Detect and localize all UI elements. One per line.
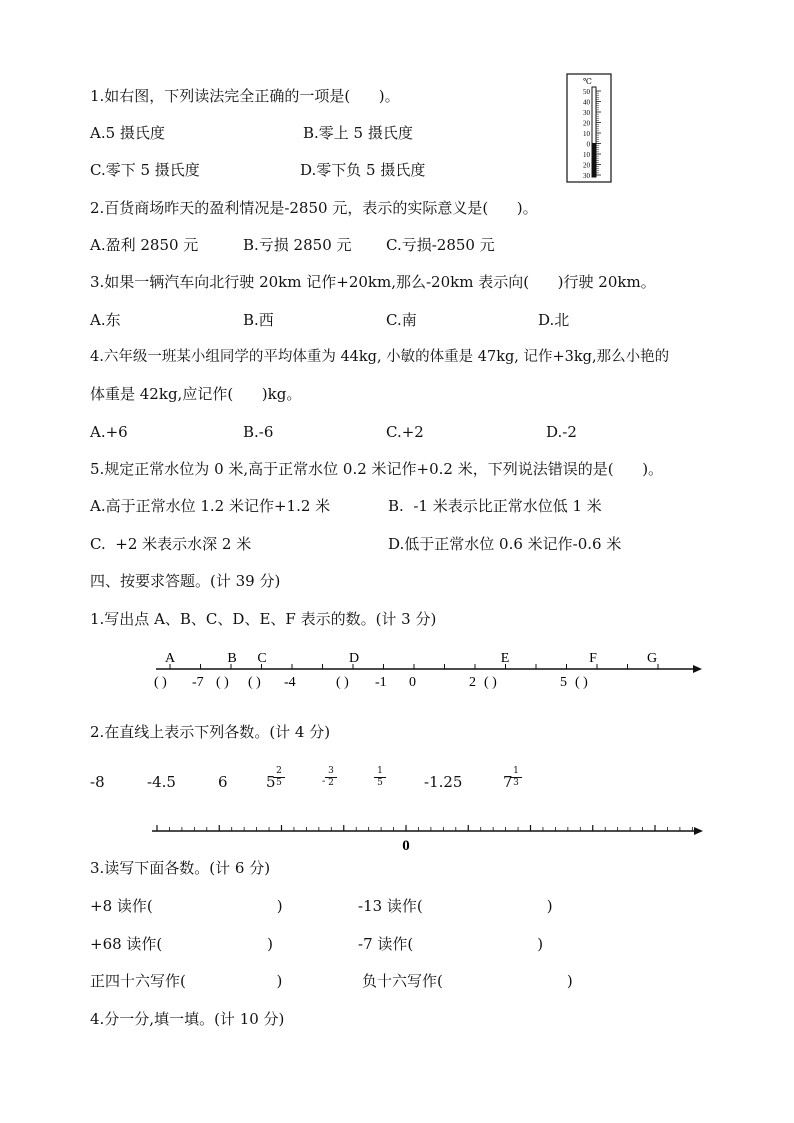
q1-stem: 1.如右图，下列读法完全正确的一项是( )。 <box>90 87 400 105</box>
number-line-1-label: 5 <box>560 675 567 690</box>
q4-option-c[interactable]: C.+2 <box>386 423 424 441</box>
thermometer-tick-label: 40 <box>583 98 590 107</box>
section-4-title: 四、按要求答题。(计 39 分) <box>90 572 281 590</box>
number-line-1-label: ( ) <box>575 675 588 690</box>
q4-stem: 4.六年级一班某小组同学的平均体重为 44kg, 小敏的体重是 47kg, 记作+3kg,那么小艳的 <box>90 349 670 365</box>
num-neg-8: -8 <box>90 773 105 791</box>
q3-option-c[interactable]: C.南 <box>386 311 417 329</box>
write-row-3-left[interactable]: 正四十六写作( ) <box>90 972 283 990</box>
point-label-f: F <box>589 651 597 666</box>
q4-option-b[interactable]: B.-6 <box>243 423 274 441</box>
number-line-1-label: ( ) <box>484 675 497 690</box>
q4-2-stem: 2.在直线上表示下列各数。(计 4 分) <box>90 723 331 741</box>
number-line-1-label: ( ) <box>154 675 167 690</box>
minus-sign: - <box>322 776 326 787</box>
num-neg-1-25: -1.25 <box>424 773 463 791</box>
q3-stem: 3.如果一辆汽车向北行驶 20km 记作+20km,那么-20km 表示向( )行驶 20km。 <box>90 273 656 291</box>
point-label-b: B <box>227 651 237 666</box>
mixed-whole-7: 7 <box>503 773 513 791</box>
read-row-2-left[interactable]: +68 读作( ) <box>90 935 274 953</box>
number-line-1-label: ( ) <box>336 675 349 690</box>
thermometer-tick-label: 10 <box>583 130 590 138</box>
number-line-1-label: -4 <box>284 675 296 690</box>
thermometer-tick-label: 20 <box>583 161 590 170</box>
write-row-3-right[interactable]: 负十六写作( ) <box>362 972 573 990</box>
point-label-g: G <box>646 651 658 666</box>
thermometer-tick-label: 30 <box>583 172 590 180</box>
q4-option-d[interactable]: D.-2 <box>546 423 577 441</box>
q1-option-d[interactable]: D.零下负 5 摄氏度 <box>300 161 426 179</box>
q3-option-b[interactable]: B.西 <box>243 311 274 329</box>
number-line-1-label: 2 <box>469 675 476 690</box>
num-neg-4-5: -4.5 <box>147 773 176 791</box>
fraction-1-5: 1 5 <box>374 767 386 788</box>
number-line-1-label: 0 <box>409 675 416 690</box>
thermometer-tick-label: 20 <box>583 119 590 128</box>
q4-stem-continued: 体重是 42kg,应记作( )kg。 <box>90 385 302 403</box>
q2-option-c[interactable]: C.亏损-2850 元 <box>386 236 495 254</box>
q2-stem: 2.百货商场昨天的盈利情况是-2850 元，表示的实际意义是( )。 <box>90 199 538 217</box>
thermometer-tick-label: 0 <box>586 140 590 149</box>
q5-option-c[interactable]: C. +2 米表示水深 2 米 <box>90 535 252 553</box>
number-line-2 <box>148 818 708 858</box>
number-line-1-label: ( ) <box>216 675 229 690</box>
mixed-whole-5: 5 <box>266 773 276 791</box>
q2-option-b[interactable]: B.亏损 2850 元 <box>243 236 352 254</box>
fraction-neg-3-2: 3 2 <box>325 767 337 788</box>
number-line-1-label: -1 <box>375 675 387 690</box>
q1-option-a[interactable]: A.5 摄氏度 <box>90 124 165 142</box>
point-label-c: C <box>257 651 267 666</box>
point-label-e: E <box>500 651 510 666</box>
q5-option-b[interactable]: B. -1 米表示比正常水位低 1 米 <box>388 497 602 515</box>
thermometer-tick-label: 30 <box>583 109 590 117</box>
thermometer-tick-label: 10 <box>583 151 590 159</box>
q1-option-c[interactable]: C.零下 5 摄氏度 <box>90 161 200 179</box>
q5-option-a[interactable]: A.高于正常水位 1.2 米记作+1.2 米 <box>90 497 331 515</box>
thermometer-figure <box>566 73 612 183</box>
point-label-d: D <box>348 651 360 666</box>
read-row-1-left[interactable]: +8 读作( ) <box>90 897 283 915</box>
q4-1-stem: 1.写出点 A、B、C、D、E、F 表示的数。(计 3 分) <box>90 610 437 628</box>
q4-option-a[interactable]: A.+6 <box>90 423 128 441</box>
q5-option-d[interactable]: D.低于正常水位 0.6 米记作-0.6 米 <box>388 535 622 553</box>
num-6: 6 <box>218 773 228 791</box>
number-line-1-label: ( ) <box>248 675 261 690</box>
point-label-a: A <box>164 651 176 666</box>
q1-option-b[interactable]: B.零上 5 摄氏度 <box>303 124 413 142</box>
fraction-2-5: 2 5 <box>273 767 285 788</box>
zero-label: 0 <box>402 838 410 854</box>
celsius-unit: ℃ <box>583 77 592 86</box>
number-line-1-label: -7 <box>192 675 204 690</box>
read-row-1-right[interactable]: -13 读作( ) <box>358 897 553 915</box>
q3-option-d[interactable]: D.北 <box>538 311 570 329</box>
number-line-1 <box>150 644 710 694</box>
q4-3-stem: 3.读写下面各数。(计 6 分) <box>90 859 271 877</box>
fraction-1-3: 1 3 <box>510 767 522 788</box>
read-row-2-right[interactable]: -7 读作( ) <box>358 935 544 953</box>
q2-option-a[interactable]: A.盈利 2850 元 <box>90 236 199 254</box>
q3-option-a[interactable]: A.东 <box>90 311 121 329</box>
thermometer-tick-label: 50 <box>583 88 590 96</box>
q5-stem: 5.规定正常水位为 0 米,高于正常水位 0.2 米记作+0.2 米，下列说法错误的是( )。 <box>90 460 664 478</box>
q4-4-stem: 4.分一分,填一填。(计 10 分) <box>90 1010 285 1028</box>
